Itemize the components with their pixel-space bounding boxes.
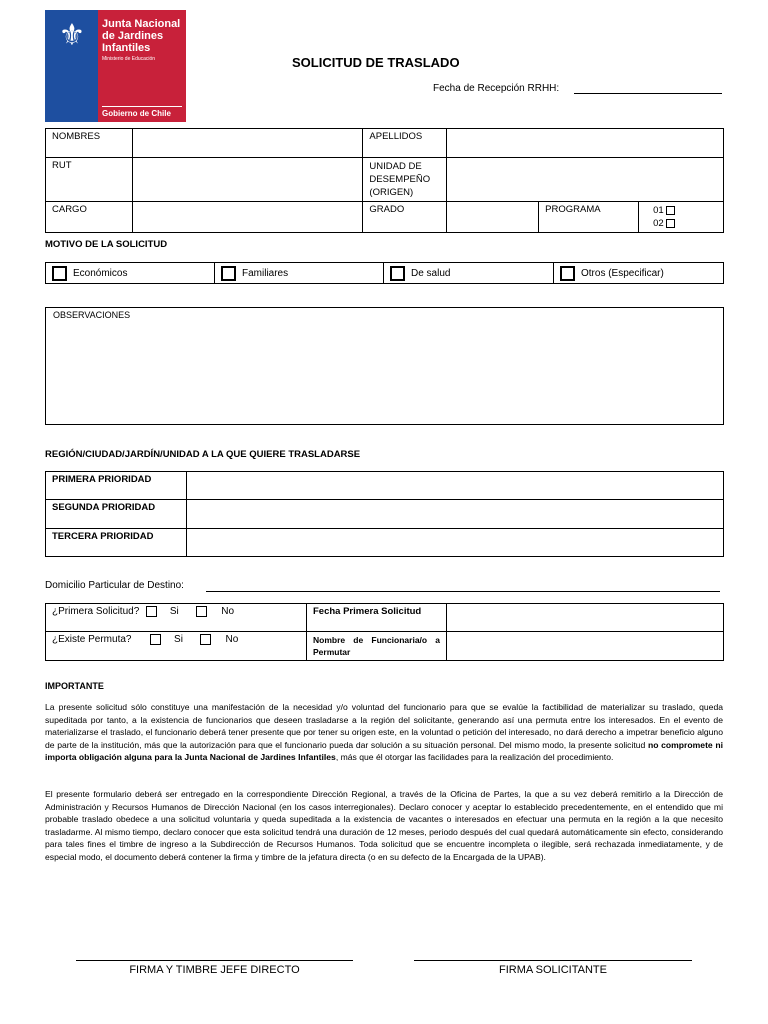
nombres-label: NOMBRES (46, 129, 133, 158)
importante-heading: IMPORTANTE (45, 681, 104, 691)
coat-of-arms-icon: ⚜ (58, 18, 86, 53)
familiares-checkbox[interactable] (221, 266, 236, 281)
personal-data-table (45, 128, 724, 233)
existe-permuta-no-checkbox[interactable] (200, 634, 211, 645)
apellidos-label: APELLIDOS (363, 129, 447, 158)
apellidos-field[interactable] (447, 129, 724, 158)
nombres-field[interactable] (132, 129, 362, 158)
programa-02-label: 02 (653, 218, 664, 229)
unidad-label: UNIDAD DE DESEMPEÑO (ORIGEN) (363, 158, 447, 202)
segunda-prioridad-label: SEGUNDA PRIORIDAD (46, 500, 187, 529)
firma-solicitante-label: FIRMA SOLICITANTE (499, 964, 607, 976)
motivo-option-otros[interactable]: Otros (Especificar) (554, 263, 724, 284)
unidad-field[interactable] (447, 158, 724, 202)
programa-label: PROGRAMA (539, 202, 639, 233)
existe-permuta-si-checkbox[interactable] (150, 634, 161, 645)
cargo-label: CARGO (46, 202, 133, 233)
region-heading: REGIÓN/CIUDAD/JARDÍN/UNIDAD A LA QUE QUIERE TRASLADARSE (45, 449, 361, 460)
economicos-checkbox[interactable] (52, 266, 67, 281)
rut-label: RUT (46, 158, 133, 202)
motivo-heading: MOTIVO DE LA SOLICITUD (45, 239, 168, 250)
programa-options (639, 202, 724, 233)
primera-prioridad-field[interactable] (187, 472, 724, 500)
jardines-logo (45, 10, 186, 122)
segunda-prioridad-field[interactable] (187, 500, 724, 529)
preguntas-table (45, 603, 724, 661)
logo-gobierno: Gobierno de Chile (102, 109, 171, 118)
fecha-primera-field[interactable] (447, 604, 724, 632)
motivo-options-table (45, 262, 724, 284)
cargo-field[interactable] (132, 202, 362, 233)
importante-paragraph-2: El presente formulario deberá ser entregado en la correspondiente Dirección Regional, a través de la Oficina de Partes, la que a su vez deberá remitirlo a la Dirección de Administración y Recursos Humanos de Dirección Nacional (en los casos interregionales). Declaro conocer y aceptar lo establecido precedentemente, en el entendido que mi probable traslado obedece a una solicitud voluntaria y queda supeditada a la existencia de vacantes o interesados en efectuar una permuta en la región a la que necesito trasladarme. Al mismo tiempo, declaro conocer que esta solicitud tendrá una duración de 12 meses, periodo después del cual quedará automáticamente sin efecto, considerando para tales fines el timbre de ingreso a la Subdirección de Recursos Humanos. Toda solicitud que se encuentre incompleta o ilegible, será rechazada inmediatamente, y de especial modo, el documento deberá contener la firma y timbre de la jefatura directa (o en su defecto de la Encargada de la UPAB). (45, 789, 723, 862)
motivo-option-economicos[interactable]: Económicos (46, 263, 215, 284)
primera-solicitud-row (46, 604, 307, 632)
primera-prioridad-label: PRIMERA PRIORIDAD (46, 472, 187, 500)
prioridad-table (45, 471, 724, 557)
logo-org-name: Junta Nacional de Jardines Infantiles (102, 18, 181, 54)
salud-checkbox[interactable] (390, 266, 405, 281)
motivo-option-familiares[interactable]: Familiares (215, 263, 384, 284)
existe-permuta-no-label: No (225, 634, 239, 646)
tercera-prioridad-label: TERCERA PRIORIDAD (46, 529, 187, 557)
importante-paragraph-1: La presente solicitud sólo constituye una manifestación de la necesidad y/o voluntad del funcionario para que se evalúe la factibilidad de materializar su traslado, queda supeditada por tanto, a la existencia de funcionarios que deseen trasladarse a la región del solicitante, generando así una permuta entre los interesados. En el evento de materializarse el traslado, el funcionario deberá tener presente que por tener su origen este, en la voluntad o petición del interesado, no dará derecho a impetrar beneficio alguno de parte de la institución, más que la autorización para que el funcionario pueda dar solución a su situación personal. Del mismo modo, la presente solicitud no compromete ni importa obligación alguna para la Junta Nacional de Jardines Infantiles, más que él otorgar las facilidades para la realización del procedimiento. (45, 702, 723, 763)
existe-permuta-si-label: Si (174, 634, 183, 646)
nombre-permutar-label: Nombre de Funcionaria/o a Permutar (307, 632, 447, 661)
firma-jefe-label: FIRMA Y TIMBRE JEFE DIRECTO (129, 964, 300, 976)
firma-solicitante-line[interactable] (414, 960, 692, 961)
motivo-option-salud[interactable]: De salud (384, 263, 554, 284)
programa-01-checkbox[interactable] (666, 206, 675, 215)
domicilio-field[interactable] (206, 591, 720, 592)
nombre-permutar-field[interactable] (447, 632, 724, 661)
primera-solicitud-si-checkbox[interactable] (146, 606, 157, 617)
existe-permuta-row (46, 632, 307, 661)
importante-bold-clause: no compromete ni importa obligación alguna para la Junta Nacional de Jardines Infantiles (45, 739, 723, 763)
rut-field[interactable] (132, 158, 362, 202)
programa-01-label: 01 (653, 205, 664, 216)
grado-field[interactable] (447, 202, 539, 233)
logo-ministry: Ministerio de Educación (102, 56, 156, 62)
primera-solicitud-label: ¿Primera Solicitud? (52, 606, 140, 618)
fecha-recepcion-field[interactable] (574, 93, 722, 94)
grado-label: GRADO (363, 202, 447, 233)
page-title: SOLICITUD DE TRASLADO (292, 55, 460, 70)
observaciones-box[interactable] (45, 307, 724, 425)
primera-solicitud-si-label: Si (169, 606, 179, 618)
otros-checkbox[interactable] (560, 266, 575, 281)
logo-divider (102, 106, 182, 107)
primera-solicitud-no-checkbox[interactable] (196, 606, 207, 617)
tercera-prioridad-field[interactable] (187, 529, 724, 557)
programa-02-checkbox[interactable] (666, 219, 675, 228)
fecha-recepcion-label: Fecha de Recepción RRHH: (433, 83, 560, 94)
firma-jefe-line[interactable] (76, 960, 353, 961)
domicilio-label: Domicilio Particular de Destino: (45, 580, 184, 591)
primera-solicitud-no-label: No (221, 606, 235, 618)
existe-permuta-label: ¿Existe Permuta? (52, 634, 132, 646)
logo-blue-block-lower (45, 70, 98, 122)
fecha-primera-label: Fecha Primera Solicitud (307, 604, 447, 632)
observaciones-label: OBSERVACIONES (53, 310, 131, 320)
